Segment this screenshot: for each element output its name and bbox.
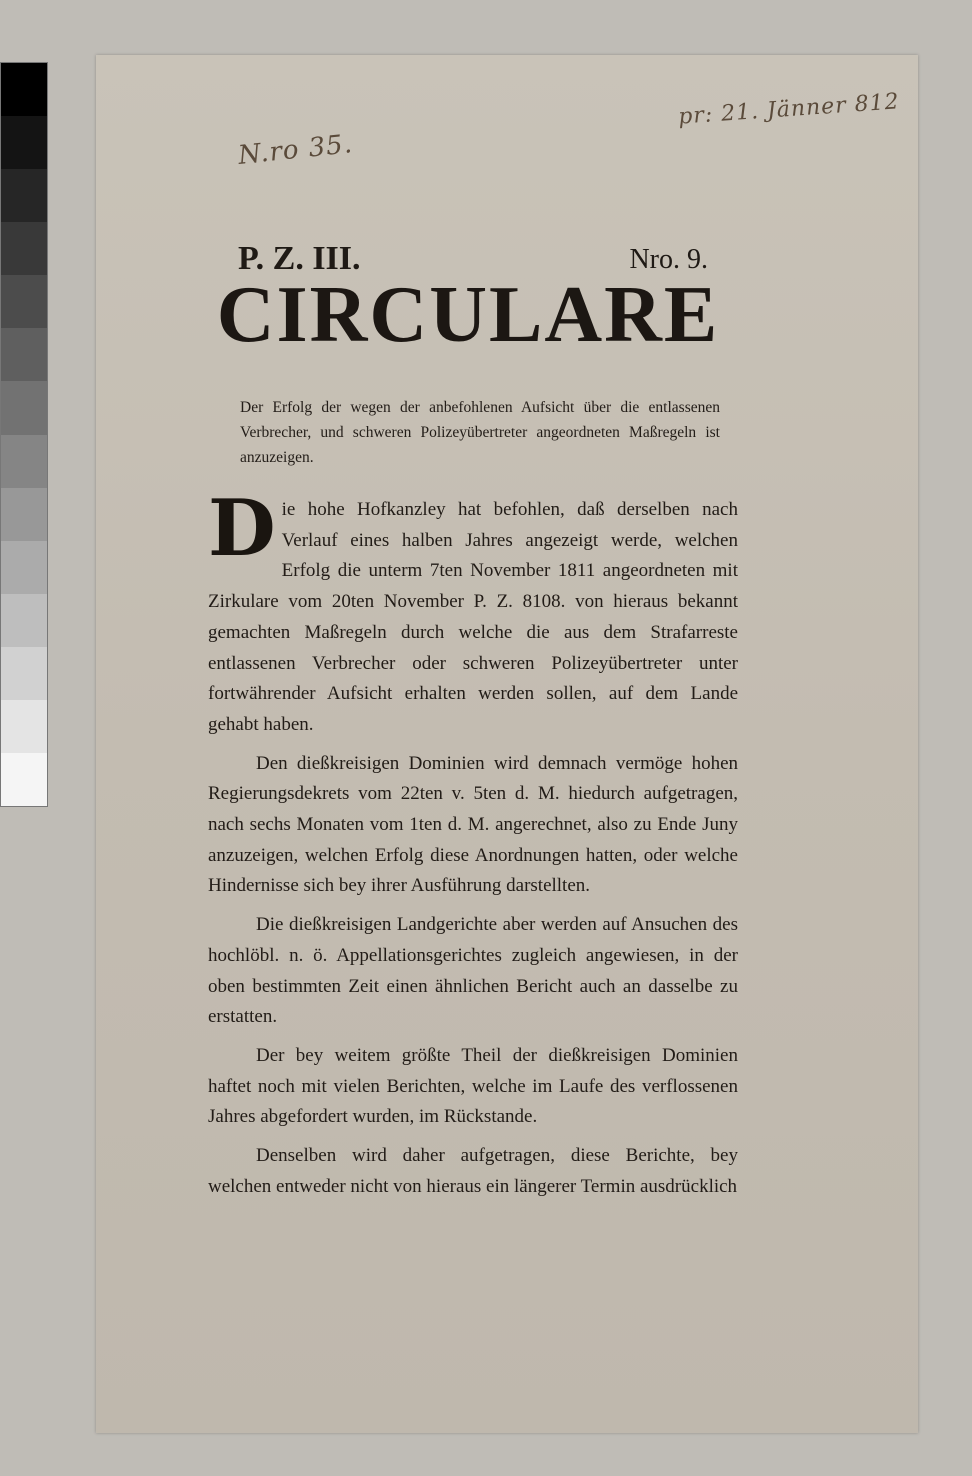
grayscale-calibration-strip [0,62,48,807]
document-title: CIRCULARE [216,271,720,359]
reference-code: P. Z. III. [238,240,361,277]
paragraph-4: Der bey weitem größte Theil der dießkreisigen Dominien haftet noch mit vielen Berichten, welche im Laufe des verflossenen Jahres abgefordert wurden, im Rückstande. [208,1044,738,1128]
calibration-swatch [1,753,47,806]
calibration-swatch [1,116,47,169]
paragraph-1-text: ie hohe Hofkanzley hat befohlen, daß derselben nach Verlauf eines halben Jahres angezeigt werde, welchen Erfolg die unterm 7ten November 1811 angeordneten mit Zirkulare vom 20ten November P. Z. 8108. von hieraus bekannt gemachten Maßregeln durch welche die aus dem Strafarreste entlassenen Verbrecher oder schweren Polizeyübertreter unter fortwährender Aufsicht erhalten werden sollen, auf dem Lande gehabt haben. [208,499,738,735]
calibration-swatch [1,275,47,328]
calibration-swatch [1,594,47,647]
calibration-swatch [1,328,47,381]
calibration-swatch [1,488,47,541]
document-body [208,483,738,1210]
document-subject: Der Erfolg der wegen der anbefohlenen Aufsicht über die entlassenen Verbrecher, und schweren Polizeyübertreter angeordneten Maßregeln ist anzuzeigen. [240,399,720,466]
calibration-swatch [1,222,47,275]
calibration-swatch [1,169,47,222]
paragraph-3: Die dießkreisigen Landgerichte aber werden auf Ansuchen des hochlöbl. n. ö. Appellationsgerichtes zugleich angewiesen, in der oben bestimmten Zeit einen ähnlichen Bericht auch an dasselbe zu erstatten. [208,914,738,1028]
calibration-swatch [1,63,47,116]
received-handwritten-note: pr: 21. Jänner 812 [677,89,901,130]
calibration-swatch [1,541,47,594]
circular-number: Nro. 9. [629,244,708,275]
paragraph-2: Den dießkreisigen Dominien wird demnach vermöge hohen Regierungsdekrets vom 22ten v. 5ten d. M. hiedurch aufgetragen, nach sechs Monaten vom 1ten d. M. angerechnet, also zu Ende Juny anzuzeigen, welchen Erfolg diese Anordnungen hatten, oder welche Hindernisse sich bey ihrer Ausführung darstellten. [208,752,738,897]
number-handwritten-note: N.ro 35. [236,129,355,171]
calibration-swatch [1,700,47,753]
calibration-swatch [1,435,47,488]
dropcap-initial: D [208,483,276,574]
calibration-swatch [1,647,47,700]
document-page [96,55,918,1433]
paragraph-5: Denselben wird daher aufgetragen, diese Berichte, bey welchen entweder nicht von hieraus ein längerer Termin ausdrücklich [208,1145,738,1197]
calibration-swatch [1,381,47,434]
paragraph-1 [208,483,738,741]
